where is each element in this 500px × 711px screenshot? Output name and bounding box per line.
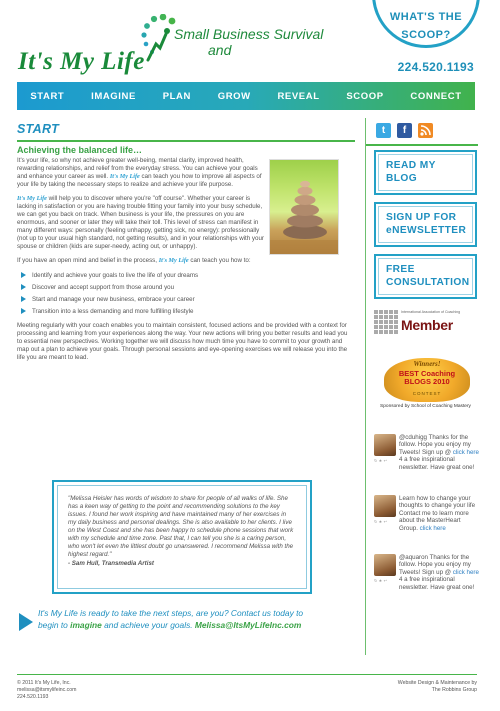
award-contest: CONTEST: [412, 391, 442, 396]
cta-imagine-link[interactable]: imagine: [70, 620, 102, 630]
tweet-text: @aquaron Thanks for the follow. Hope you enjoy my Tweets! Sign up @ click here 4 a free inspirational newsletter. Have great one!: [399, 554, 479, 591]
site-footer: [17, 680, 477, 711]
scoop-badge-label: WHAT'S THE SCOOP?: [389, 11, 463, 41]
triangle-bullet-icon: [21, 284, 26, 290]
iac-logo-icon: [374, 310, 398, 334]
logo-text: It's My Life: [18, 48, 145, 75]
whats-the-scoop-badge[interactable]: [372, 0, 480, 48]
balanced-stones-image: [269, 159, 339, 255]
best-coaching-blogs-award[interactable]: [374, 358, 477, 426]
avatar: [374, 434, 396, 456]
iac-name: International Association of Coaching: [401, 310, 461, 314]
avatar: [374, 495, 396, 517]
footer-contact: [17, 680, 76, 701]
free-consultation-button[interactable]: [374, 254, 477, 299]
section-subhead: Achieving the balanced life…: [17, 145, 143, 155]
footer-email-link[interactable]: melissa@itsmylifeinc.com: [17, 687, 77, 693]
tagline-line-1: Small Business Survival: [174, 26, 324, 42]
course-paragraph: It's My Life will help you to discover where you're "off course". Whether your career is lacking in satisfaction or you are having trouble fitting your family into your busy schedule, we can get you back on track. When business is your life, the pressures on you are enormous, and sooner or later they will take their toll. This level of stress can manifest in many different ways: personally (feeling unhappy, getting sick, no energy): professionally (not up to your usual high standard, not getting results), and in your relationships with your spouse or children (kids are super-needy, acting out, or unhappy).: [17, 195, 264, 250]
read-my-blog-button[interactable]: [374, 150, 477, 195]
tagline-line-2: and: [208, 42, 232, 58]
list-item: Identify and achieve your goals to live the life of your dreams: [21, 269, 355, 281]
tweet-actions: ↻ ★ ↩: [374, 578, 388, 583]
brand-name: It's My Life: [158, 257, 189, 264]
stones-illustration: [270, 160, 339, 255]
nav-item-imagine[interactable]: IMAGINE: [91, 90, 136, 102]
facebook-icon[interactable]: f: [397, 123, 412, 138]
play-arrow-icon: [19, 613, 33, 631]
tweet-item: [374, 495, 479, 547]
tweet-text: Learn how to change your thoughts to change your life Contact me to learn more about the MasterHeart Group. click here: [399, 495, 476, 532]
tweet-actions: ↻ ★ ↩: [374, 519, 388, 524]
award-sponsor: Sponsored by School of Coaching Mastery: [380, 404, 471, 409]
footer-designer-link[interactable]: The Robbins Group: [431, 687, 477, 693]
tagline: [174, 26, 323, 58]
tweet-link[interactable]: click here: [452, 448, 479, 456]
testimonial-text: "Melissa Heisler has words of wisdom to share for people of all walks of life. She has a keen way of getting to the point and recommending solutions to the key issues. I found her work inspiring and have maintained many of her exercises in my daily business and personal dealings. She is also available to her clients. I live on the West Coast and she has been happy to schedule phone sessions that work with my schedule and time zone. Past that, I can tell you she is a caring person, who won't let even the littlest doubt go unanswered. I recommend Melissa with the highest regard.": [68, 495, 294, 558]
footer-phone: 224.520.1193: [17, 694, 49, 700]
open-mind-paragraph: If you have an open mind and belief in the process, It's My Life can teach you how to:: [17, 257, 251, 264]
award-winners: Winners!: [413, 360, 441, 368]
tweet-item: [374, 434, 479, 486]
footer-copyright: © 2011 It's My Life, Inc.: [17, 680, 71, 686]
triangle-bullet-icon: [21, 272, 26, 278]
brand-name: It's My Life: [17, 195, 47, 202]
enewsletter-signup-label: SIGN UP FOR eNEWSLETTER: [378, 206, 473, 243]
call-to-action: [17, 604, 355, 640]
footer-design-credit: Website Design & Maintenance by: [397, 680, 477, 686]
twitter-icon[interactable]: t: [376, 123, 391, 138]
sidebar-divider: [366, 144, 478, 146]
testimonial-box: [52, 480, 312, 594]
cta-email-link[interactable]: Melissa@ItsMyLifeInc.com: [194, 620, 302, 630]
list-item: Transition into a less demanding and more fulfilling lifestyle: [21, 305, 355, 317]
intro-paragraph: It's your life, so why not achieve greater well-being, mental clarity, improved health, rewarding relationships, and relief from the everyday stress. You can achieve your goals and enhance your career as well. It's My Life can teach you how to improve all aspects of your life by taking the necessary steps to realize and achieve your life purpose.: [17, 157, 262, 188]
nav-item-plan[interactable]: PLAN: [162, 90, 191, 102]
nav-item-connect[interactable]: CONNECT: [410, 90, 462, 102]
iac-member-badge[interactable]: [374, 310, 477, 340]
tweet-item: [374, 554, 479, 606]
award-title: BEST Coaching BLOGS 2010: [398, 369, 456, 386]
tweet-actions: ↻ ★ ↩: [374, 458, 388, 463]
testimonial-inner: [57, 485, 307, 589]
tweet-link[interactable]: click here: [452, 568, 479, 576]
list-item: Discover and accept support from those around you: [21, 281, 355, 293]
nav-item-reveal[interactable]: REVEAL: [277, 90, 320, 102]
avatar: [374, 554, 396, 576]
brand-name: It's My Life: [109, 173, 140, 180]
logo[interactable]: [18, 14, 178, 76]
benefits-list: [17, 269, 355, 317]
tweet-text: @cduhigg Thanks for the follow. Hope you enjoy my Tweets! Sign up @ click here 4 a free inspirational newsletter. Have great one!: [399, 434, 479, 471]
read-my-blog-label: READ MY BLOG: [378, 154, 473, 191]
social-links: [376, 123, 433, 138]
rss-icon[interactable]: [418, 123, 433, 138]
sidebar: [365, 118, 477, 655]
main-nav: [17, 82, 475, 110]
triangle-bullet-icon: [21, 296, 26, 302]
nav-item-scoop[interactable]: SCOOP: [346, 90, 384, 102]
tweet-link[interactable]: click here: [419, 524, 446, 532]
main-content: [17, 122, 355, 630]
enewsletter-signup-button[interactable]: [374, 202, 477, 247]
header-phone: 224.520.1193: [397, 60, 474, 74]
cta-text: It's My Life is ready to take the next steps, are you? Contact us today to begin to imagine and achieve your goals. Melissa@ItsMyLifeInc.com: [38, 608, 304, 630]
list-item: Start and manage your new business, embrace your career: [21, 293, 355, 305]
page-title: START: [17, 122, 60, 136]
nav-item-start[interactable]: START: [30, 90, 65, 102]
coaching-paragraph: Meeting regularly with your coach enables you to maintain consistent, focused actions and be provided with a context for processing and learning from your experiences along the way. Your new actions will bring you better results and lead you to essential new perspectives. Working together we will discuss how much time you have to commit to your growth and map out a plan to achieve your goals. Through personal sessions and eye-opening exercises we will release you into the life you are meant to lead.: [17, 322, 348, 361]
footer-credits: [398, 680, 477, 694]
testimonial-signature: - Sam Hull, Transmedia Artist: [68, 560, 154, 567]
footer-divider: [17, 674, 477, 675]
free-consultation-label: FREE CONSULTATION: [378, 258, 473, 295]
nav-item-grow[interactable]: GROW: [217, 90, 251, 102]
title-divider: [17, 140, 355, 142]
triangle-bullet-icon: [21, 308, 26, 314]
site-header: [0, 0, 500, 82]
member-label: Member: [401, 317, 453, 333]
